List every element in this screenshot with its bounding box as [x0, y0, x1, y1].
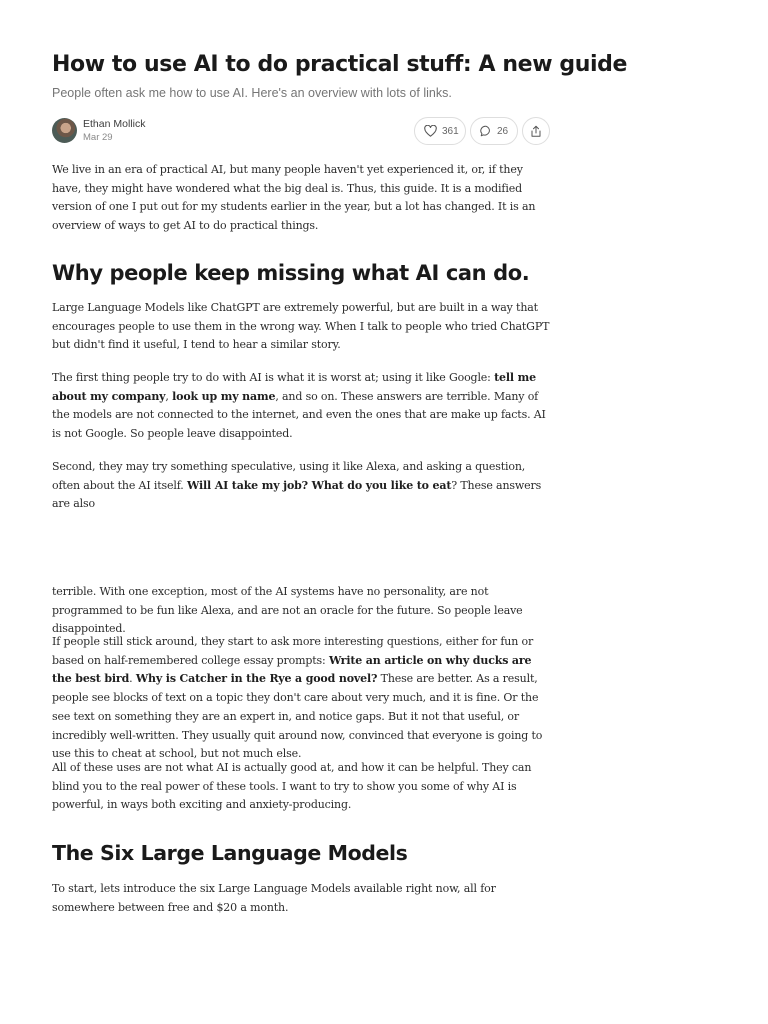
bold-text: Why is Catcher in the Rye a good novel?: [135, 672, 378, 686]
section-heading: The Six Large Language Models: [52, 841, 408, 865]
heart-icon: [424, 125, 437, 137]
post-subtitle: People often ask me how to use AI. Here's an overview with lots of links.: [52, 86, 452, 100]
paragraph: Large Language Models like ChatGPT are extremely powerful, but are built in a way that encourages people to use them in the wrong way. When I talk to people who tried ChatGPT but didn't find it useful, I tend to hear a similar story.: [52, 301, 550, 352]
comment-button[interactable]: [470, 117, 518, 145]
author-name[interactable]: Ethan Mollick: [83, 118, 146, 130]
share-button[interactable]: [522, 117, 550, 145]
paragraph: Second, they may try something speculative, using it like Alexa, and asking a question, often about the AI itself. Will AI take my job? What do you like to eat? These answers are also: [52, 460, 542, 511]
byline: [52, 116, 550, 148]
paragraph: If people still stick around, they start to ask more interesting questions, either for fun or based on half-remembered college essay prompts: Write an article on why ducks are the best bird. Why is Catcher in the Rye a good novel? These are better. As a result, people see blocks of text on a topic they don't care about very much, and it is fine. Or the see text on something they are an expert in, and notice gaps. But it not that useful, or incredibly well-written. They usually quit around now, convinced that everyone is going to use this to cheat at school, but not much else.: [52, 635, 543, 761]
like-count: 361: [442, 125, 459, 137]
comment-bubble-icon: [480, 125, 492, 137]
paragraph: terrible. With one exception, most of the AI systems have no personality, are not programmed to be fun like Alexa, and are not an oracle for the future. So people leave disappointed.: [52, 585, 523, 636]
paragraph: The first thing people try to do with AI is what it is worst at; using it like Google: tell me about my company, look up my name, and so on. These answers are terrible. Many of the models are not connected to the internet, and even the ones that are make up facts. AI is not Google. So people leave disappointed.: [52, 371, 546, 441]
section-heading: Why people keep missing what AI can do.: [52, 261, 530, 285]
like-button[interactable]: [414, 117, 466, 145]
paragraph: To start, lets introduce the six Large Language Models available right now, all for somewhere between free and $20 a month.: [52, 882, 496, 914]
bold-text: Will AI take my job? What do you like to eat: [186, 478, 452, 492]
paragraph: All of these uses are not what AI is actually good at, and how it can be helpful. They can blind you to the real power of these tools. I want to try to show you some of why AI is powerful, in ways both exciting and anxiety-producing.: [52, 761, 532, 812]
avatar[interactable]: [52, 118, 77, 143]
post-title: How to use AI to do practical stuff: A new guide: [52, 52, 627, 77]
comment-count: 26: [497, 125, 509, 137]
intro-paragraph: We live in an era of practical AI, but many people haven't yet experienced it, or, if they have, they might have wondered what the big deal is. Thus, this guide. It is a modified version of one I put out for my students earlier in the year, but a lot has changed. It is an overview of ways to get AI to do practical things.: [52, 163, 536, 233]
share-icon: [530, 125, 542, 138]
bold-text: tell me about my company: [52, 371, 536, 403]
post-date: Mar 29: [83, 132, 113, 143]
bold-text: Write an article on why ducks are the best bird: [52, 653, 532, 686]
bold-text: look up my name: [172, 389, 276, 403]
